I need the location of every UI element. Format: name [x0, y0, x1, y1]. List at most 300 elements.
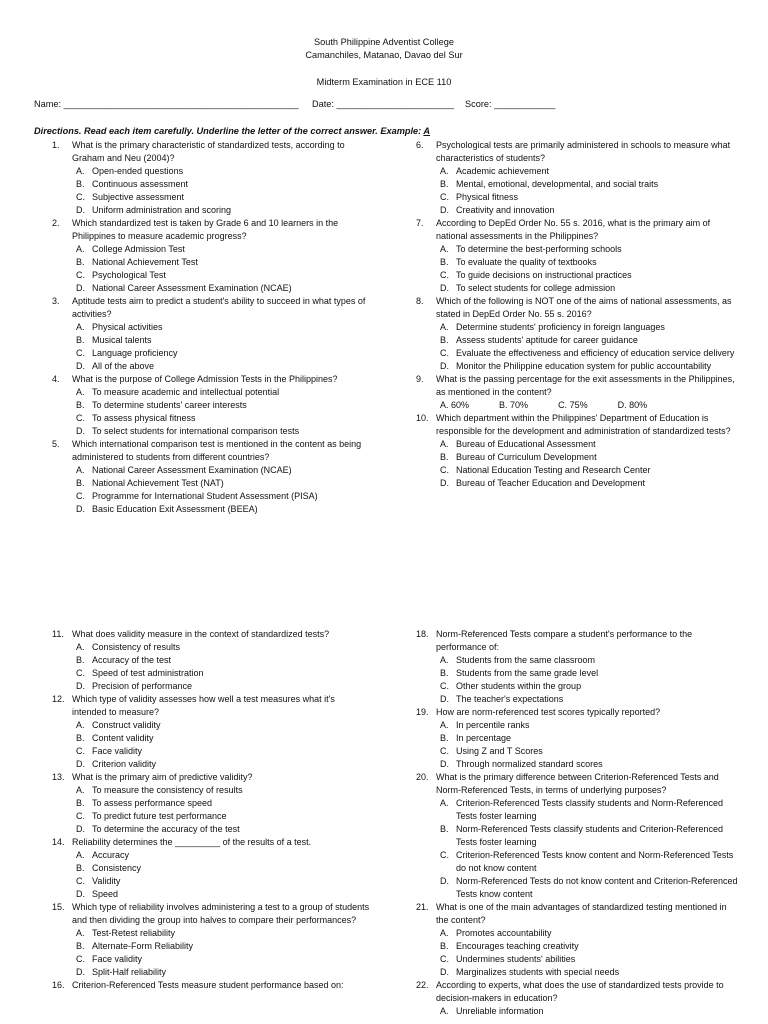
option-letter: A.	[76, 166, 85, 176]
answer-option	[36, 797, 370, 810]
option-text: Assess students' aptitude for career guidance	[456, 335, 638, 345]
option-text: Promotes accountability	[456, 928, 552, 938]
question-text: Which of the following is NOT one of the aims of national assessments, as stated in DepEd Order No. 55 s. 2016?	[436, 296, 732, 319]
option-text: To determine the best-performing schools	[456, 244, 622, 254]
option-text: In percentage	[456, 733, 512, 743]
question-item	[36, 139, 370, 165]
answer-option	[36, 477, 370, 490]
option-text: Open-ended questions	[92, 166, 184, 176]
answer-option	[36, 758, 370, 771]
option-letter: C.	[76, 413, 85, 423]
option-text: Criterion validity	[92, 759, 157, 769]
question-number: 8.	[416, 296, 424, 306]
directions-text: Directions. Read each item carefully. Underline the letter of the correct answer. Example:	[34, 126, 424, 136]
option-letter: A.	[76, 850, 85, 860]
option-letter: D.	[76, 967, 85, 977]
option-letter: C.	[76, 811, 85, 821]
option-letter: C.	[440, 954, 449, 964]
question-item	[36, 295, 370, 321]
answer-option	[36, 940, 370, 953]
answer-option	[400, 269, 740, 282]
answer-option	[400, 953, 740, 966]
question-item	[400, 706, 740, 719]
option-text: Validity	[92, 876, 121, 886]
option-text: Speed of test administration	[92, 668, 204, 678]
answer-option	[36, 810, 370, 823]
answer-option	[36, 875, 370, 888]
question-text: What does validity measure in the context of standardized tests?	[72, 629, 330, 639]
option-text: Construct validity	[92, 720, 161, 730]
option-letter: C.	[76, 876, 85, 886]
option-text: Students from the same classroom	[456, 655, 596, 665]
option-text: Using Z and T Scores	[456, 746, 543, 756]
option-text: College Admission Test	[92, 244, 185, 254]
question-item	[36, 217, 370, 243]
option-letter: B.	[440, 257, 449, 267]
question-text: Which type of reliability involves administering a test to a group of students and then dividing the group into halves to compare their performances?	[72, 902, 370, 925]
answer-option	[400, 256, 740, 269]
option-text: Precision of performance	[92, 681, 193, 691]
answer-option	[36, 784, 370, 797]
answer-option	[36, 953, 370, 966]
answer-option	[36, 334, 370, 347]
option-letter: C.	[440, 465, 449, 475]
option-letter: B.	[76, 400, 85, 410]
questions-column-1	[36, 139, 370, 516]
answer-option	[400, 966, 740, 979]
question-number: 9.	[416, 374, 424, 384]
option-letter: A.	[76, 322, 85, 332]
question-item	[36, 628, 370, 641]
option-text: To guide decisions on instructional practices	[456, 270, 632, 280]
option-text: Continuous assessment	[92, 179, 189, 189]
option-letter: B.	[76, 733, 85, 743]
option-text: The teacher's expectations	[456, 694, 564, 704]
option-text: National Career Assessment Examination (NCAE)	[92, 283, 292, 293]
answer-option	[400, 940, 740, 953]
option-text: All of the above	[92, 361, 155, 371]
option-text: Accuracy of the test	[92, 655, 172, 665]
option-text: Basic Education Exit Assessment (BEEA)	[92, 504, 258, 514]
option-letter: D.	[440, 759, 449, 769]
question-number: 15.	[52, 902, 65, 912]
question-text: Criterion-Referenced Tests measure student performance based on:	[72, 980, 344, 990]
option-letter: A.	[76, 785, 85, 795]
option-text: Bureau of Educational Assessment	[456, 439, 596, 449]
question-number: 18.	[416, 629, 429, 639]
option-text: Psychological Test	[92, 270, 166, 280]
question-number: 19.	[416, 707, 429, 717]
answer-option	[400, 680, 740, 693]
option-letter: B.	[440, 668, 449, 678]
option-letter: D.	[440, 361, 449, 371]
answer-option	[400, 360, 740, 373]
question-item	[400, 628, 740, 654]
option-text: Consistency of results	[92, 642, 181, 652]
option-text: To assess physical fitness	[92, 413, 196, 423]
answer-option	[36, 732, 370, 745]
answer-option	[36, 399, 370, 412]
question-item	[400, 979, 740, 1005]
answer-option	[36, 165, 370, 178]
question-item	[36, 373, 370, 386]
option-letter: B.	[440, 452, 449, 462]
question-item	[400, 295, 740, 321]
exam-title: Midterm Examination in ECE 110	[316, 77, 452, 87]
question-item	[36, 438, 370, 464]
answer-option	[36, 425, 370, 438]
answer-option	[400, 849, 740, 875]
option-letter: D.	[76, 889, 85, 899]
answer-option: C. 75%	[558, 400, 588, 410]
option-text: Evaluate the effectiveness and efficiency of education service delivery	[456, 348, 735, 358]
option-text: Through normalized standard scores	[456, 759, 603, 769]
question-item	[400, 139, 740, 165]
answer-option: B. 70%	[499, 400, 529, 410]
answer-option	[400, 719, 740, 732]
option-letter: C.	[76, 668, 85, 678]
option-letter: D.	[76, 283, 85, 293]
option-letter: D.	[76, 205, 85, 215]
option-text: To determine the accuracy of the test	[92, 824, 240, 834]
option-letter: D.	[440, 478, 449, 488]
option-text: Split-Half reliability	[92, 967, 167, 977]
option-letter: C.	[440, 192, 449, 202]
option-letter: B.	[440, 335, 449, 345]
question-text: Reliability determines the _________ of the results of a test.	[72, 837, 312, 847]
question-text: What is the primary characteristic of standardized tests, according to Graham and Neu (2004)?	[72, 140, 345, 163]
answer-option	[400, 438, 740, 451]
option-text: Encourages teaching creativity	[456, 941, 579, 951]
option-text: Alternate-Form Reliability	[92, 941, 194, 951]
option-text: National Education Testing and Research Center	[456, 465, 651, 475]
option-letter: C.	[440, 746, 449, 756]
answer-option	[400, 347, 740, 360]
option-text: To evaluate the quality of textbooks	[456, 257, 597, 267]
option-letter: C.	[440, 850, 449, 860]
question-item	[400, 901, 740, 927]
option-letter: A.	[440, 720, 449, 730]
answer-option	[400, 191, 740, 204]
option-text: Subjective assessment	[92, 192, 185, 202]
answer-option	[400, 321, 740, 334]
option-letter: D.	[76, 759, 85, 769]
option-text: To determine students' career interests	[92, 400, 247, 410]
option-letter: C.	[76, 270, 85, 280]
answer-option	[400, 464, 740, 477]
option-letter: A.	[440, 928, 449, 938]
option-letter: C.	[440, 270, 449, 280]
option-letter: D.	[440, 694, 449, 704]
option-letter: B.	[440, 824, 449, 834]
option-text: Physical activities	[92, 322, 163, 332]
question-text: What is the passing percentage for the exit assessments in the Philippines, as mentioned in the content?	[436, 374, 735, 397]
option-text: Bureau of Teacher Education and Development	[456, 478, 645, 488]
option-text: To select students for college admission	[456, 283, 616, 293]
name-field: Name: ______________________________________________	[34, 99, 299, 109]
answer-option	[36, 680, 370, 693]
answer-option: D. 80%	[617, 400, 648, 410]
answer-option	[400, 667, 740, 680]
option-text: To predict future test performance	[92, 811, 227, 821]
option-letter: B.	[76, 863, 85, 873]
answer-option	[36, 888, 370, 901]
answer-option	[36, 269, 370, 282]
answer-option	[36, 386, 370, 399]
question-item	[36, 979, 370, 992]
option-text: National Achievement Test (NAT)	[92, 478, 224, 488]
question-item	[36, 836, 370, 849]
option-letter: D.	[440, 876, 449, 886]
answer-option	[400, 204, 740, 217]
option-text: Academic achievement	[456, 166, 550, 176]
option-text: National Career Assessment Examination (NCAE)	[92, 465, 292, 475]
option-text: Students from the same grade level	[456, 668, 599, 678]
option-letter: A.	[76, 928, 85, 938]
answer-option	[400, 758, 740, 771]
option-letter: C.	[76, 192, 85, 202]
answer-option	[36, 862, 370, 875]
score-field: Score: ____________	[465, 99, 556, 109]
answer-option	[36, 191, 370, 204]
option-text: Undermines students' abilities	[456, 954, 576, 964]
option-text: Determine students' proficiency in foreign languages	[456, 322, 665, 332]
answer-option	[400, 927, 740, 940]
question-text: Psychological tests are primarily administered in schools to measure what characteristics of students?	[436, 140, 731, 163]
option-letter: B.	[76, 655, 85, 665]
question-text: What is the primary aim of predictive validity?	[72, 772, 253, 782]
option-text: Programme for International Student Assessment (PISA)	[92, 491, 318, 501]
option-letter: A.	[76, 720, 85, 730]
answer-option	[36, 204, 370, 217]
question-number: 10.	[416, 413, 429, 423]
question-text: According to experts, what does the use of standardized tests provide to decision-makers in education?	[436, 980, 724, 1003]
option-letter: C.	[440, 681, 449, 691]
option-letter: A.	[76, 465, 85, 475]
option-letter: B.	[76, 179, 85, 189]
question-number: 7.	[416, 218, 424, 228]
answer-option	[400, 797, 740, 823]
directions-example: A	[423, 126, 431, 136]
option-text: Creativity and innovation	[456, 205, 555, 215]
question-item	[400, 373, 740, 399]
option-letter: B.	[76, 335, 85, 345]
option-letter: B.	[76, 478, 85, 488]
question-number: 11.	[52, 629, 64, 639]
question-number: 3.	[52, 296, 60, 306]
question-text: Which department within the Philippines' Department of Education is responsible for the development and administration of standardized tests?	[436, 413, 731, 436]
answer-option	[400, 165, 740, 178]
answer-option	[400, 693, 740, 706]
question-item	[400, 217, 740, 243]
question-item	[36, 693, 370, 719]
answer-option: A. 60%	[440, 400, 470, 410]
answer-option	[400, 477, 740, 490]
answer-option	[36, 849, 370, 862]
option-text: Uniform administration and scoring	[92, 205, 232, 215]
answer-option	[36, 243, 370, 256]
questions-column-4	[400, 628, 740, 1018]
option-text: National Achievement Test	[92, 257, 198, 267]
answer-option	[36, 966, 370, 979]
answer-option	[36, 347, 370, 360]
answer-option	[36, 282, 370, 295]
answer-option	[400, 178, 740, 191]
question-text: Which international comparison test is mentioned in the content as being administered to students from different countries?	[72, 439, 362, 462]
answer-option	[36, 745, 370, 758]
question-text: What is the purpose of College Admission Tests in the Philippines?	[72, 374, 338, 384]
option-text: Content validity	[92, 733, 154, 743]
question-text: Which standardized test is taken by Grade 6 and 10 learners in the Philippines to measure academic progress?	[72, 218, 339, 241]
option-text: Criterion-Referenced Tests know content and Norm-Referenced Tests do not know content	[456, 850, 734, 873]
option-text: Bureau of Curriculum Development	[456, 452, 597, 462]
option-letter: D.	[440, 967, 449, 977]
answer-option	[36, 464, 370, 477]
questions-column-2	[400, 139, 740, 490]
answer-option	[400, 1005, 740, 1018]
option-letter: C.	[76, 746, 85, 756]
school-name: South Philippine Adventist College	[314, 37, 454, 47]
question-item	[400, 412, 740, 438]
question-text: Aptitude tests aim to predict a student's ability to succeed in what types of activities?	[72, 296, 366, 319]
option-text: Face validity	[92, 746, 143, 756]
option-letter: B.	[440, 179, 449, 189]
question-text: According to DepEd Order No. 55 s. 2016, what is the primary aim of national assessments in the Philippines?	[436, 218, 711, 241]
option-text: Mental, emotional, developmental, and social traits	[456, 179, 659, 189]
option-text: Speed	[92, 889, 119, 899]
question-number: 1.	[52, 140, 60, 150]
option-text: Monitor the Philippine education system for public accountability	[456, 361, 712, 371]
option-text: Musical talents	[92, 335, 152, 345]
option-letter: B.	[440, 733, 449, 743]
option-text: Criterion-Referenced Tests classify students and Norm-Referenced Tests foster learning	[456, 798, 723, 821]
option-text: To assess performance speed	[92, 798, 213, 808]
option-letter: D.	[76, 681, 85, 691]
answer-option	[36, 256, 370, 269]
answer-option	[36, 412, 370, 425]
answer-option	[36, 503, 370, 516]
option-letter: A.	[440, 798, 449, 808]
option-text: Other students within the group	[456, 681, 582, 691]
option-text: To select students for international comparison tests	[92, 426, 300, 436]
answer-option	[36, 823, 370, 836]
option-letter: A.	[76, 642, 85, 652]
option-text: Consistency	[92, 863, 142, 873]
directions	[34, 126, 430, 136]
school-address: Camanchiles, Matanao, Davao del Sur	[305, 50, 463, 60]
option-text: Marginalizes students with special needs	[456, 967, 620, 977]
question-item	[36, 771, 370, 784]
option-text: To measure the consistency of results	[92, 785, 243, 795]
option-text: In percentile ranks	[456, 720, 530, 730]
option-letter: A.	[440, 166, 449, 176]
answer-option	[400, 732, 740, 745]
option-text: Test-Retest reliability	[92, 928, 176, 938]
question-number: 13.	[52, 772, 65, 782]
option-letter: B.	[76, 257, 85, 267]
question-item	[36, 901, 370, 927]
option-letter: D.	[440, 205, 449, 215]
answer-option	[36, 490, 370, 503]
option-letter: A.	[76, 387, 85, 397]
answer-option	[36, 927, 370, 940]
answer-option	[400, 823, 740, 849]
question-number: 12.	[52, 694, 65, 704]
option-letter: D.	[76, 361, 85, 371]
question-number: 20.	[416, 772, 429, 782]
option-letter: B.	[76, 798, 85, 808]
answer-option	[36, 654, 370, 667]
option-letter: C.	[76, 348, 85, 358]
option-text: Norm-Referenced Tests classify students and Criterion-Referenced Tests foster learning	[456, 824, 723, 847]
question-number: 16.	[52, 980, 65, 990]
option-text: Face validity	[92, 954, 143, 964]
option-letter: D.	[76, 426, 85, 436]
answer-option	[36, 178, 370, 191]
option-letter: C.	[76, 954, 85, 964]
answer-option	[36, 719, 370, 732]
option-letter: A.	[440, 244, 449, 254]
answer-option	[400, 451, 740, 464]
option-letter: C.	[76, 491, 85, 501]
answer-option	[400, 654, 740, 667]
question-text: How are norm-referenced test scores typically reported?	[436, 707, 661, 717]
option-letter: A.	[440, 439, 449, 449]
answer-choices-row	[400, 399, 740, 412]
option-letter: D.	[76, 504, 85, 514]
question-number: 22.	[416, 980, 429, 990]
question-number: 6.	[416, 140, 424, 150]
question-text: Norm-Referenced Tests compare a student's performance to the performance of:	[436, 629, 693, 652]
option-text: Unreliable information	[456, 1006, 544, 1016]
option-letter: D.	[76, 824, 85, 834]
option-text: Physical fitness	[456, 192, 519, 202]
option-letter: B.	[440, 941, 449, 951]
answer-option	[400, 282, 740, 295]
option-text: Norm-Referenced Tests do not know content and Criterion-Referenced Tests know content	[456, 876, 738, 899]
question-number: 2.	[52, 218, 60, 228]
questions-column-3	[36, 628, 370, 992]
question-number: 5.	[52, 439, 60, 449]
question-number: 4.	[52, 374, 60, 384]
answer-option	[400, 875, 740, 901]
question-item	[400, 771, 740, 797]
option-text: To measure academic and intellectual potential	[92, 387, 280, 397]
option-letter: A.	[440, 655, 449, 665]
option-letter: A.	[440, 1006, 449, 1016]
option-letter: B.	[76, 941, 85, 951]
answer-option	[400, 243, 740, 256]
date-field: Date: _______________________	[312, 99, 455, 109]
option-letter: C.	[440, 348, 449, 358]
answer-option	[400, 334, 740, 347]
answer-option	[36, 641, 370, 654]
option-letter: D.	[440, 283, 449, 293]
question-text: What is the primary difference between Criterion-Referenced Tests and Norm-Referenced Tests, in terms of underlying purposes?	[436, 772, 719, 795]
answer-option	[36, 360, 370, 373]
question-text: What is one of the main advantages of standardized testing mentioned in the content?	[436, 902, 727, 925]
question-text: Which type of validity assesses how well a test measures what it's intended to measure?	[72, 694, 335, 717]
question-number: 21.	[416, 902, 429, 912]
option-letter: A.	[440, 322, 449, 332]
option-letter: A.	[76, 244, 85, 254]
answer-option	[400, 745, 740, 758]
option-text: Accuracy	[92, 850, 130, 860]
option-text: Language proficiency	[92, 348, 178, 358]
question-number: 14.	[52, 837, 65, 847]
answer-option	[36, 321, 370, 334]
answer-option	[36, 667, 370, 680]
